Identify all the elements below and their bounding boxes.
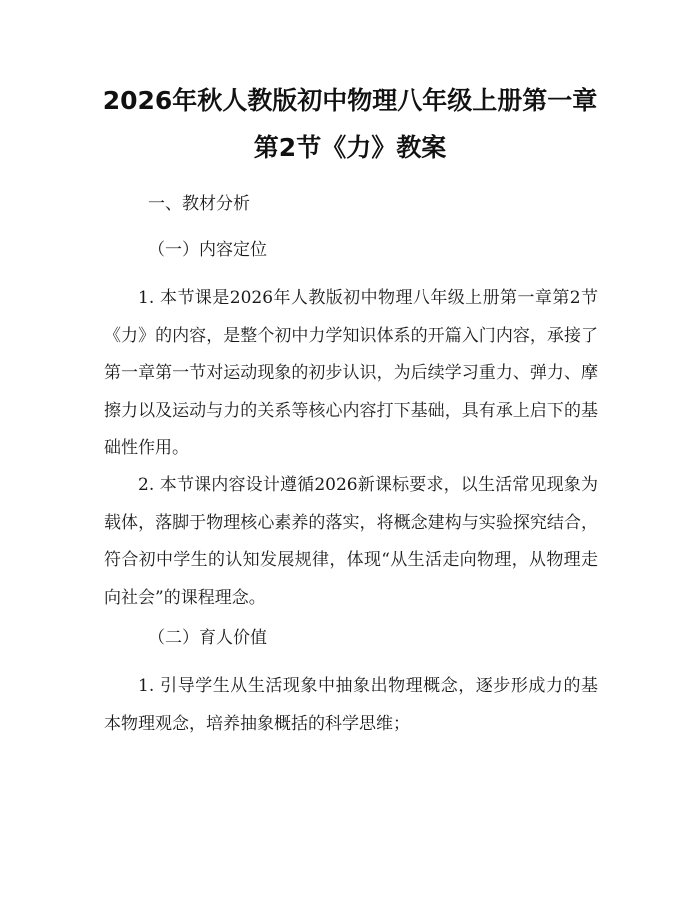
subsection-heading-content-positioning: （一）内容定位 <box>148 240 267 260</box>
document-title-line-1: 2026年秋人教版初中物理八年级上册第一章 <box>102 86 598 115</box>
section-heading-textbook-analysis: 一、教材分析 <box>148 194 250 214</box>
document-title-line-2: 第2节《力》教案 <box>253 133 447 162</box>
paragraph-2: 2. 本节课内容设计遵循2026新课标要求，以生活常见现象为载体，落脚于物理核心素养的落实，将概念建构与实验探究结合，符合初中学生的认知发展规律，体现“从生活走向物理，从物理走向社会”的课程理念。 <box>104 475 598 608</box>
paragraph-3: 1. 引导学生从生活现象中抽象出物理概念，逐步形成力的基本物理观念，培养抽象概括的科学思维； <box>104 676 598 734</box>
subsection-heading-educational-value: （二）育人价值 <box>148 628 267 648</box>
paragraph-1: 1. 本节课是2026年人教版初中物理八年级上册第一章第2节《力》的内容，是整个初中力学知识体系的开篇入门内容，承接了第一章第一节对运动现象的初步认识，为后续学习重力、弹力、摩擦力以及运动与力的关系等核心内容打下基础，具有承上启下的基础性作用。 <box>104 288 598 458</box>
